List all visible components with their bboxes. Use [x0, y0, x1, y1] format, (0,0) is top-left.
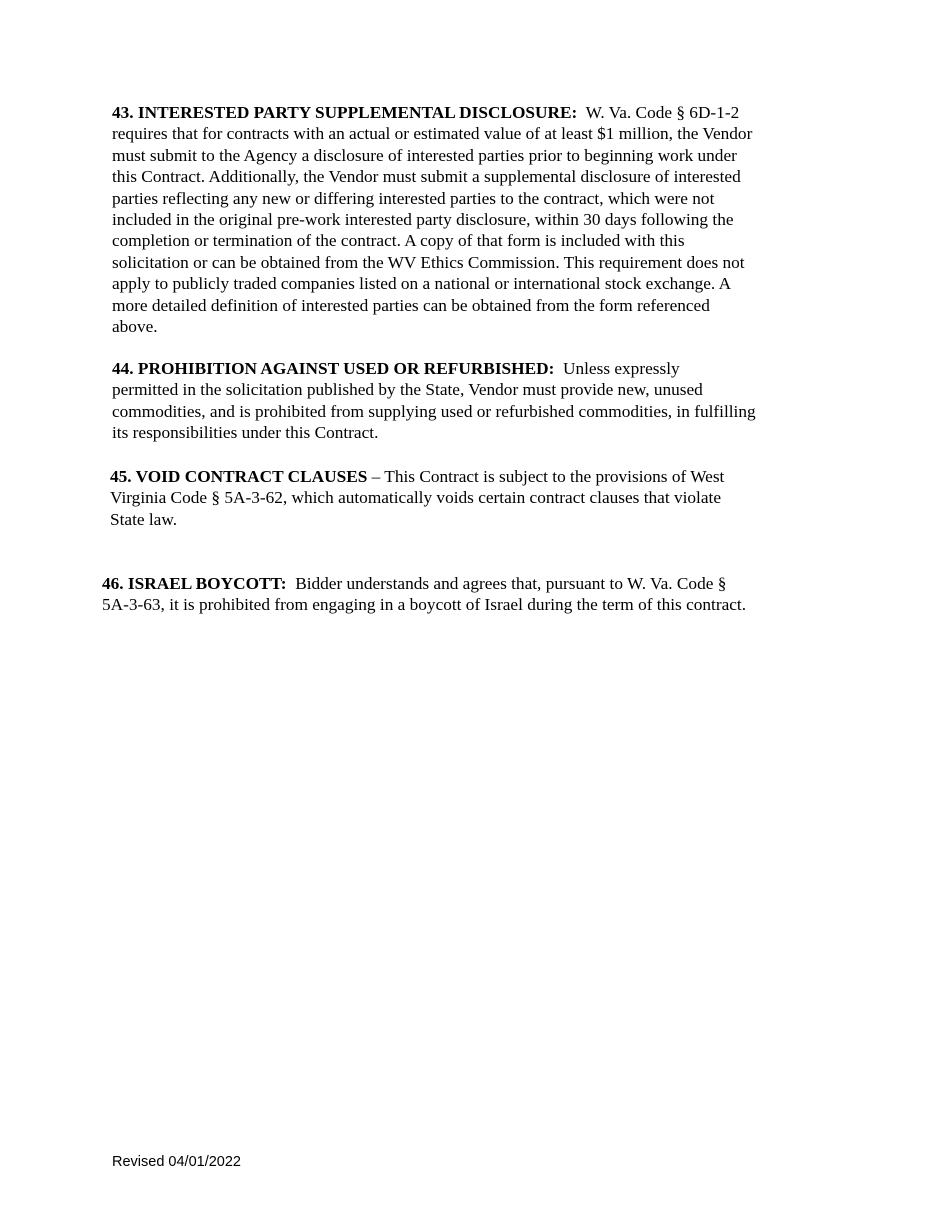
section-text: must submit to the Agency a disclosure of interested parties prior to beginning work under	[112, 145, 737, 165]
section-text: 5A-3-63, it is prohibited from engaging in a boycott of Israel during the term of this contract.	[102, 595, 747, 615]
section-text: State law.	[110, 509, 178, 529]
section-text: this Contract. Additionally, the Vendor must submit a supplemental disclosure of interested	[112, 167, 741, 187]
section-text: more detailed definition of interested parties can be obtained from the form referenced	[112, 295, 710, 315]
section-heading: 44. PROHIBITION AGAINST USED OR REFURBISHED:	[112, 359, 555, 378]
section-text: Unless expressly	[563, 359, 680, 378]
section-text: solicitation or can be obtained from the WV Ethics Commission. This requirement does not	[112, 252, 745, 272]
section-text: commodities, and is prohibited from supplying used or refurbished commodities, in fulfilling	[112, 401, 756, 421]
section-text: parties reflecting any new or differing interested parties to the contract, which were not	[112, 188, 715, 208]
section-text: Bidder understands and agrees that, pursuant to W. Va. Code §	[295, 574, 727, 593]
section-43	[112, 102, 752, 337]
section-text: Virginia Code § 5A-3-62, which automatically voids certain contract clauses that violate	[110, 488, 721, 508]
revised-date-footer: Revised 04/01/2022	[112, 1154, 241, 1170]
section-first-line	[102, 573, 746, 594]
section-44	[112, 358, 756, 444]
section-first-line	[110, 466, 724, 487]
section-text: above.	[112, 317, 158, 337]
section-text: included in the original pre-work interested party disclosure, within 30 days following the	[112, 210, 734, 230]
section-heading: 46. ISRAEL BOYCOTT:	[102, 574, 287, 593]
section-text: permitted in the solicitation published by the State, Vendor must provide new, unused	[112, 380, 703, 400]
section-45	[110, 466, 724, 530]
section-first-line	[112, 358, 756, 379]
section-first-line	[112, 102, 752, 123]
section-text: its responsibilities under this Contract.	[112, 423, 379, 443]
section-heading: 45. VOID CONTRACT CLAUSES	[110, 467, 368, 486]
section-text: apply to publicly traded companies listed on a national or international stock exchange. A	[112, 274, 732, 294]
section-text: – This Contract is subject to the provisions of West	[371, 467, 725, 486]
section-text: W. Va. Code § 6D-1-2	[585, 103, 740, 122]
section-text: requires that for contracts with an actual or estimated value of at least $1 million, the Vendor	[112, 124, 753, 144]
section-46	[102, 573, 746, 616]
section-text: completion or termination of the contract. A copy of that form is included with this	[112, 231, 685, 251]
section-heading: 43. INTERESTED PARTY SUPPLEMENTAL DISCLOSURE:	[112, 103, 578, 122]
